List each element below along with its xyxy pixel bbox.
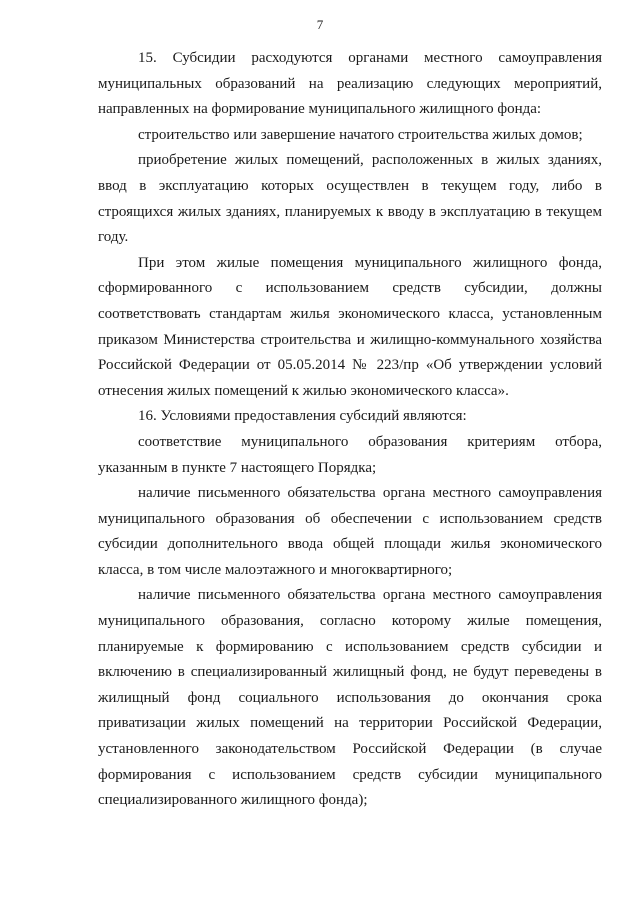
document-body (98, 46, 602, 814)
paragraph-obligation-housing-input: наличие письменного обязательства органа местного самоуправления муниципального образования об обеспечении с использованием средств субсидии дополнительного ввода общей площади жилья экономического класса, в том числе малоэтажного и многоквартирного; (98, 485, 602, 578)
paragraph-construction: строительство или завершение начатого строительства жилых домов; (138, 126, 583, 143)
paragraph-acquisition: приобретение жилых помещений, расположенных в жилых зданиях, ввод в эксплуатацию которых осуществлен в текущем году, либо в строящихся жилых зданиях, планируемых к вводу в эксплуатацию в текущем году. (98, 152, 602, 246)
paragraph-selection-criteria: соответствие муниципального образования критериям отбора, указанным в пункте 7 настоящего Порядка; (98, 433, 602, 476)
paragraph-15-intro: 15. Субсидии расходуются органами местного самоуправления муниципальных образований на реализацию следующих мероприятий, направленных на формирование муниципального жилищного фонда: (98, 50, 602, 118)
paragraph-16-conditions: 16. Условиями предоставления субсидий являются: (138, 408, 467, 425)
paragraph-obligation-specialized-fund: наличие письменного обязательства органа местного самоуправления муниципального образования, согласно которому жилые помещения, планируемые к формированию с использованием средств субсидии и включению в специализированный жилищный фонд, не будут переведены в жилищный фонд социального использования до окончания срока приватизации жилых помещений на территории Российской Федерации, установленного законодательством Российской Федерации (в случае формирования с использованием средств субсидии муниципального специализированного жилищного фонда); (98, 587, 602, 809)
paragraph-economy-class-standards: При этом жилые помещения муниципального жилищного фонда, сформированного с использованием средств субсидии, должны соответствовать стандартам жилья экономического класса, установленным приказом Министерства строительства и жилищно-коммунального хозяйства Российской Федерации от 05.05.2014 № 223/пр «Об утверждении условий отнесения жилых помещений к жилью экономического класса». (98, 254, 602, 399)
page-number: 7 (316, 17, 324, 32)
